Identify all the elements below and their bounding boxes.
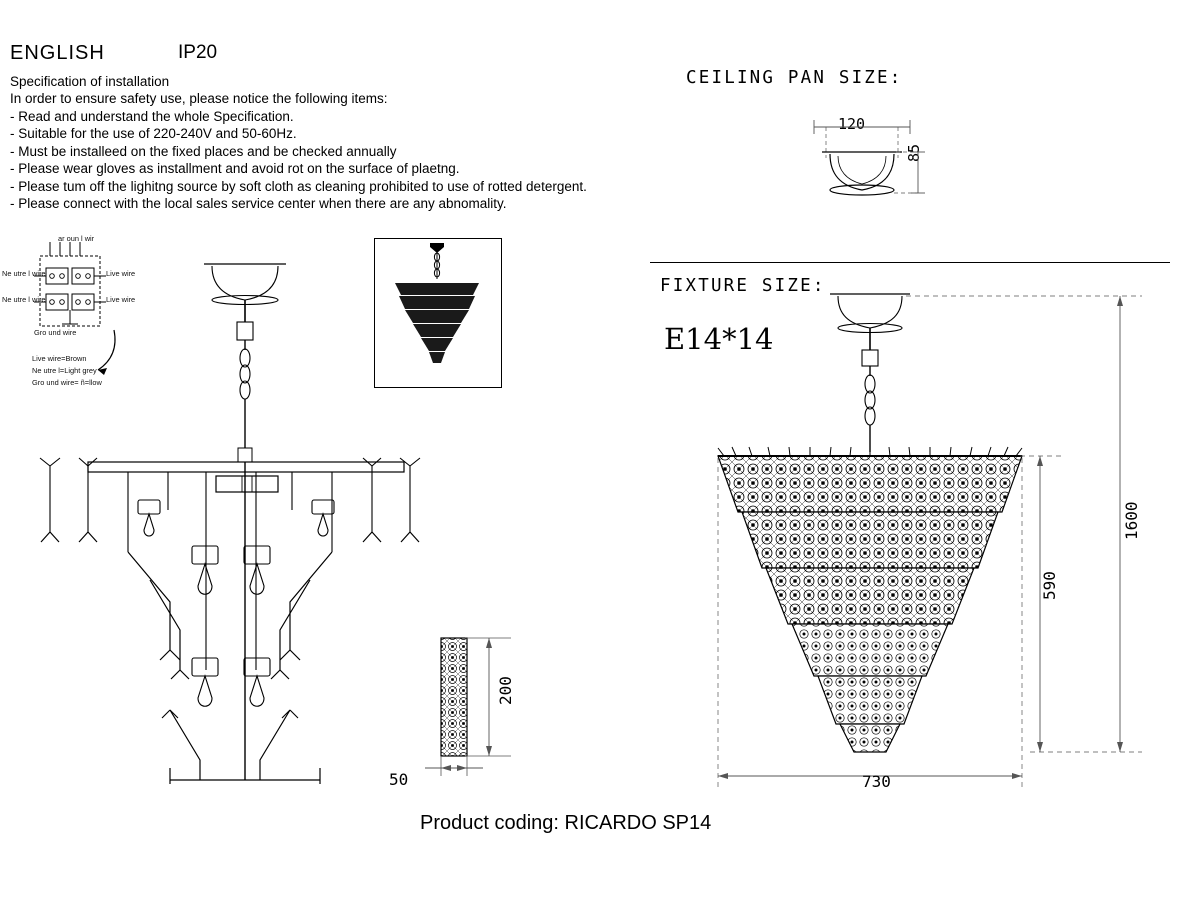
list-item: - Please connect with the local sales service center when there are any abnomality. [10,196,507,212]
crystal-width-label: 50 [389,770,409,789]
list-item: - Must be installeed on the fixed places and be checked annually [10,143,397,159]
fixture-size-title: FIXTURE SIZE: [660,276,826,296]
wiring-label-top: ar oun l wir [58,234,95,243]
list-item: - Read and understand the whole Specification. [10,109,294,124]
chandelier-frame-drawing [20,250,440,800]
ceiling-pan-title: CEILING PAN SIZE: [686,68,903,88]
language-label: ENGLISH [10,42,105,64]
wiring-label-neutral-bottom: Ne utre l wire [2,295,46,304]
wiring-label-live-bottom: Live wire [106,295,136,304]
fixture-diameter-label: 730 [862,772,891,791]
wiring-label-live-top: Live wire [106,269,136,278]
lamp-code-label: E14*14 [664,322,774,356]
specification-list [10,108,587,212]
list-item: - Please tum off the lighitng source by soft cloth as cleaning prohibited to use of rotted detergent. [10,178,587,194]
wiring-legend-neutral: Ne utre l=Light grey [32,366,97,375]
ceiling-pan-width-label: 120 [838,115,866,133]
wiring-label-neutral-top: Ne utre l wire [2,269,46,278]
crystal-detail-drawing [425,630,535,780]
section-divider [650,262,1170,263]
wiring-legend-ground: Gro und wire= ñ=llow [32,378,102,387]
wiring-legend-live: Live wire=Brown [32,354,87,363]
list-item: - Suitable for the use of 220-240V and 50-60Hz. [10,126,297,142]
ceiling-pan-drawing [800,100,960,210]
fixture-body-height-label: 590 [1040,571,1059,600]
fixture-drawing [690,280,1170,800]
crystal-height-label: 200 [496,676,515,705]
specification-intro: In order to ensure safety use, please notice the following items: [10,91,388,106]
ceiling-pan-height-label: 85 [905,143,923,162]
fixture-total-height-label: 1600 [1122,501,1141,540]
wiring-label-ground: Gro und wire [34,328,77,337]
list-item: - Please wear gloves as installment and avoid rot on the surface of plaetng. [10,161,460,177]
ip-rating-label: IP20 [178,42,218,63]
product-coding-label: Product coding: RICARDO SP14 [420,812,712,834]
specification-title: Specification of installation [10,74,170,89]
